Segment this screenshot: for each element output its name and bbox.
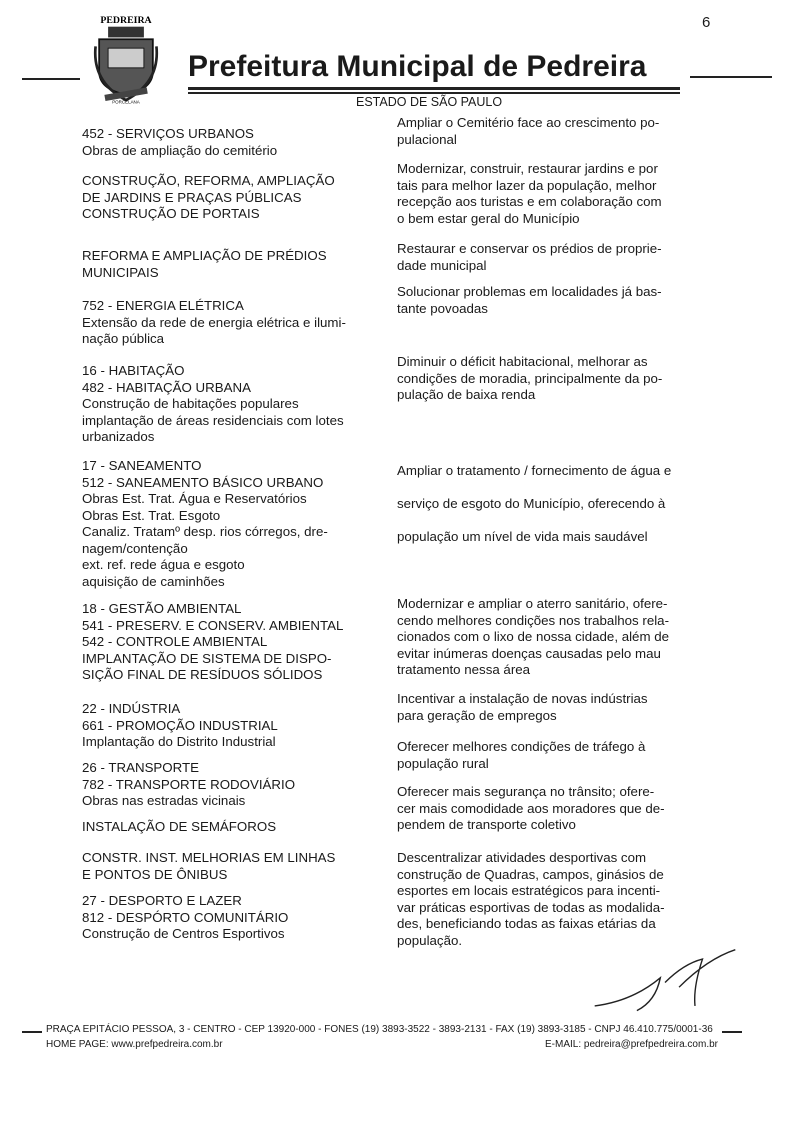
- text-line: cendo melhores condições nos trabalhos rela-: [397, 612, 670, 628]
- text-line: Oferecer mais segurança no trânsito; ofere-: [397, 784, 655, 799]
- text-line: ext. ref. rede água e esgoto: [82, 557, 245, 572]
- text-line: Canaliz. Tratamº desp. rios córregos, dre-: [82, 524, 328, 539]
- text-line: condições de moradia, principalmente da po-: [397, 370, 663, 386]
- text-line: dade municipal: [397, 257, 487, 273]
- text-line: Construção de Centros Esportivos: [82, 926, 285, 941]
- right-column-entry: [397, 463, 671, 562]
- text-line: Obras nas estradas vicinais: [82, 793, 246, 808]
- text-line: DE JARDINS E PRAÇAS PÚBLICAS: [82, 189, 302, 205]
- text-line: 661 - PROMOÇÃO INDUSTRIAL: [82, 717, 278, 733]
- text-line: Descentralizar atividades desportivas com: [397, 850, 647, 865]
- text-line: urbanizados: [82, 429, 155, 444]
- text-line: des, beneficiando todas as faixas etárias da: [397, 916, 656, 931]
- text-line: SIÇÃO FINAL DE RESÍDUOS SÓLIDOS: [82, 667, 323, 682]
- left-column-entry: [82, 248, 327, 281]
- text-line: pulacional: [397, 131, 457, 147]
- text-line: IMPLANTAÇÃO DE SISTEMA DE DISPO-: [82, 650, 332, 666]
- text-line: CONSTR. INST. MELHORIAS EM LINHAS: [82, 850, 336, 865]
- text-line: 482 - HABITAÇÃO URBANA: [82, 379, 251, 395]
- text-line: Modernizar, construir, restaurar jardins e por: [397, 161, 658, 176]
- text-line: Incentivar a instalação de novas indústrias: [397, 691, 648, 706]
- signature: [585, 945, 745, 1020]
- left-column-entry: [82, 173, 335, 223]
- text-line: 452 - SERVIÇOS URBANOS: [82, 126, 254, 141]
- text-line: Solucionar problemas em localidades já bas-: [397, 284, 662, 299]
- text-line: 26 - TRANSPORTE: [82, 760, 199, 775]
- text-line: Obras Est. Trat. Água e Reservatórios: [82, 491, 307, 506]
- page-number: 6: [702, 14, 711, 31]
- text-line: serviço de esgoto do Município, oferecendo à: [397, 496, 666, 511]
- right-column-entry: [397, 739, 645, 772]
- text-line: cionados com o lixo de nossa cidade, além de: [397, 629, 670, 644]
- text-line: 752 - ENERGIA ELÉTRICA: [82, 298, 244, 313]
- text-line: pulação de baixa renda: [397, 387, 536, 402]
- text-line: recepção aos turistas e em colaboração com: [397, 194, 662, 209]
- right-column-entry: [397, 691, 648, 724]
- text-line: população rural: [397, 755, 489, 771]
- text-line: Ampliar o tratamento / fornecimento de água e: [397, 463, 672, 478]
- text-line: 17 - SANEAMENTO: [82, 458, 202, 473]
- left-column-entry: [82, 363, 344, 446]
- svg-text:PEDREIRA: PEDREIRA: [100, 15, 152, 27]
- text-line: 782 - TRANSPORTE RODOVIÁRIO: [82, 776, 296, 792]
- text-line: Obras de ampliação do cemitério: [82, 142, 278, 158]
- text-line: 512 - SANEAMENTO BÁSICO URBANO: [82, 474, 324, 490]
- text-line: cer mais comodidade aos moradores que de-: [397, 800, 665, 816]
- text-line: 16 - HABITAÇÃO: [82, 363, 185, 378]
- right-column-entry: [397, 596, 669, 679]
- text-line: E PONTOS DE ÔNIBUS: [82, 866, 228, 882]
- left-column-entry: [82, 126, 277, 159]
- text-line: Oferecer melhores condições de tráfego à: [397, 739, 646, 754]
- text-line: 541 - PRESERV. E CONSERV. AMBIENTAL: [82, 617, 344, 633]
- footer-address: PRAÇA EPITÁCIO PESSOA, 3 - CENTRO - CEP 13920-000 - FONES (19) 3893-3522 - 3893-2131 - FAX (19) 3893-3185 - CNPJ 46.410.775/0001-36: [46, 1024, 713, 1035]
- text-line: CONSTRUÇÃO, REFORMA, AMPLIAÇÃO: [82, 173, 335, 188]
- text-line: tais para melhor lazer da população, melhor: [397, 177, 657, 193]
- left-column-entry: [82, 850, 335, 883]
- text-line: Modernizar e ampliar o aterro sanitário, ofere-: [397, 596, 668, 611]
- right-column-entry: [397, 784, 665, 834]
- text-line: 812 - DESPÓRTO COMUNITÁRIO: [82, 909, 289, 925]
- text-line: 18 - GESTÃO AMBIENTAL: [82, 601, 242, 616]
- text-line: implantação de áreas residenciais com lotes: [82, 412, 344, 428]
- footer-homepage: HOME PAGE: www.prefpedreira.com.br: [46, 1039, 223, 1050]
- text-line: 542 - CONTROLE AMBIENTAL: [82, 634, 268, 649]
- right-column-entry: [397, 161, 662, 227]
- text-line: tante povoadas: [397, 300, 488, 316]
- svg-text:PORCELANA: PORCELANA: [112, 99, 140, 105]
- text-line: nagem/contenção: [82, 540, 188, 556]
- text-line: Ampliar o Cemitério face ao crescimento po-: [397, 115, 660, 130]
- text-line: Implantação do Distrito Industrial: [82, 734, 276, 749]
- right-column-entry: [397, 241, 662, 274]
- text-line: tratamento nessa área: [397, 662, 531, 677]
- right-column-entry: [397, 115, 659, 148]
- text-line: para geração de empregos: [397, 707, 557, 723]
- text-line: esportes em locais estratégicos para incenti-: [397, 883, 661, 898]
- municipal-seal-logo: [92, 10, 160, 106]
- left-column-entry: [82, 298, 346, 348]
- right-column-entry: [397, 850, 665, 949]
- text-line: Construção de habitações populares: [82, 396, 299, 411]
- left-column-entry: [82, 760, 295, 810]
- text-line: var práticas esportivas de todas as modalida-: [397, 899, 665, 915]
- text-line: o bem estar geral do Município: [397, 210, 580, 226]
- text-line: população.: [397, 932, 463, 948]
- left-column-entry: [82, 893, 288, 943]
- left-column-entry: [82, 601, 343, 684]
- left-column-entry: [82, 819, 276, 836]
- text-line: Restaurar e conservar os prédios de proprie-: [397, 241, 662, 256]
- state-subtitle: ESTADO DE SÃO PAULO: [356, 95, 503, 109]
- text-line: REFORMA E AMPLIAÇÃO DE PRÉDIOS: [82, 248, 327, 263]
- text-line: pendem de transporte coletivo: [397, 817, 576, 832]
- text-line: 27 - DESPORTO E LAZER: [82, 893, 242, 908]
- left-column-entry: [82, 458, 328, 590]
- text-line: Obras Est. Trat. Esgoto: [82, 507, 221, 523]
- page-title: Prefeitura Municipal de Pedreira: [188, 50, 647, 83]
- text-line: INSTALAÇÃO DE SEMÁFOROS: [82, 819, 277, 834]
- right-column-entry: [397, 354, 662, 404]
- text-line: 22 - INDÚSTRIA: [82, 701, 181, 716]
- text-line: evitar inúmeras doenças causadas pelo mau: [397, 645, 661, 661]
- text-line: CONSTRUÇÃO DE PORTAIS: [82, 206, 260, 221]
- right-column-entry: [397, 284, 662, 317]
- text-line: Diminuir o déficit habitacional, melhorar as: [397, 354, 648, 369]
- text-line: Extensão da rede de energia elétrica e ilumi-: [82, 314, 346, 330]
- text-line: MUNICIPAIS: [82, 264, 159, 280]
- text-line: população um nível de vida mais saudável: [397, 529, 648, 544]
- left-column-entry: [82, 701, 278, 751]
- text-line: nação pública: [82, 331, 165, 346]
- text-line: aquisição de caminhões: [82, 573, 225, 589]
- text-line: construção de Quadras, campos, ginásios de: [397, 866, 664, 882]
- footer-email: E-MAIL: pedreira@prefpedreira.com.br: [545, 1039, 718, 1050]
